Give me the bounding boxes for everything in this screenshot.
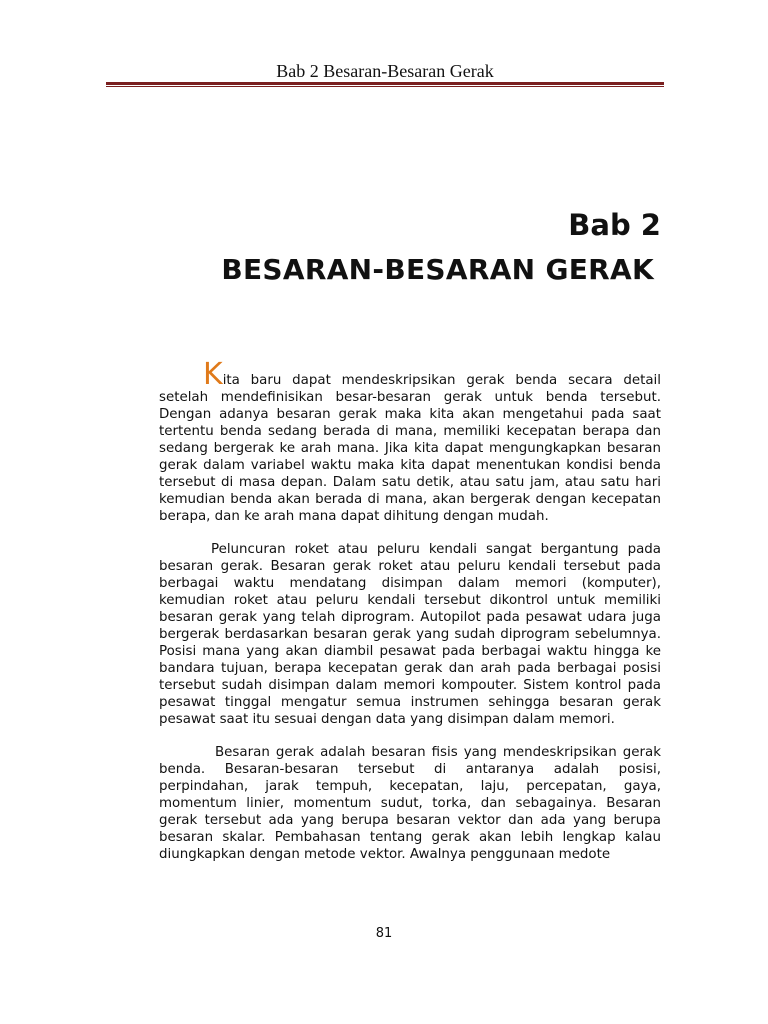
paragraph-2: Peluncuran roket atau peluru kendali sangat bergantung pada besaran gerak. Besaran gerak roket atau peluru kendali tersebut pada berbagai waktu mendatang disimpan dalam memori (komputer), kemudian roket atau peluru kendali tersebut dikontrol untuk memiliki besaran gerak yang telah diprogram. Autopilot pada pesawat udara juga bergerak berdasarkan besaran gerak yang sudah diprogram sebelumnya. Posisi mana yang akan diambil pesawat pada berbagai waktu hingga ke bandara tujuan, berapa kecepatan gerak dan arah pada berbagai posisi tersebut sudah disimpan dalam memori kompouter. Sistem kontrol pada pesawat tinggal mengatur semua instrumen sehingga besaran gerak pesawat saat itu sesuai dengan data yang disimpan dalam memori. bbox=[159, 542, 661, 727]
paragraph-1 bbox=[159, 357, 661, 525]
body-text bbox=[159, 357, 661, 879]
header-rule-thick bbox=[106, 82, 664, 85]
page-number: 81 bbox=[375, 926, 393, 941]
chapter-number: Bab 2 bbox=[568, 208, 661, 242]
paragraph-1-text: ita baru dapat mendeskripsikan gerak benda secara detail setelah mendefinisikan besar-besaran gerak untuk benda tersebut. Dengan adanya besaran gerak maka kita akan mengetahui pada saat tertentu benda sedang berada di mana, memiliki kecepatan berapa dan sedang bergerak ke arah mana. Jika kita dapat mengungkapkan besaran gerak dalam variabel waktu maka kita dapat menentukan kondisi benda tersebut di masa depan. Dalam satu detik, atau satu jam, atau satu hari kemudian benda akan berada di mana, akan bergerak dengan kecepatan berapa, dan ke arah mana dapat dihitung dengan mudah. bbox=[159, 373, 661, 524]
paragraph-3: Besaran gerak adalah besaran fisis yang mendeskripsikan gerak benda. Besaran-besaran tersebut di antaranya adalah posisi, perpindahan, jarak tempuh, kecepatan, laju, percepatan, gaya, momentum linier, momentum sudut, torka, dan sebagainya. Besaran gerak tersebut ada yang berupa besaran vektor dan ada yang berupa besaran skalar. Pembahasan tentang gerak akan lebih lengkap kalau diungkapkan dengan metode vektor. Awalnya penggunaan medote bbox=[159, 745, 661, 862]
running-header: Bab 2 Besaran-Besaran Gerak bbox=[276, 61, 494, 81]
chapter-title: BESARAN-BESARAN GERAK bbox=[221, 253, 654, 286]
header-rule-thin bbox=[106, 86, 664, 87]
drop-cap: K bbox=[203, 357, 223, 392]
